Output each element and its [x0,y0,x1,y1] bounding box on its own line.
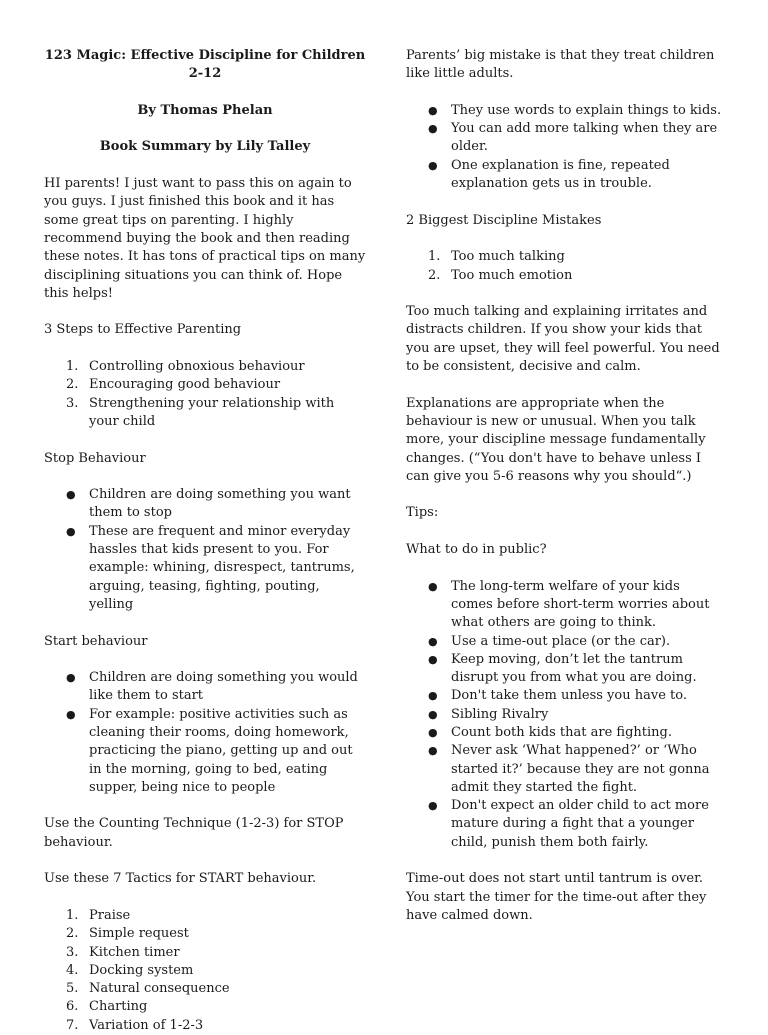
bullet-icon: ● [428,799,438,813]
list-item: 2. Simple request [66,926,189,942]
left-column [44,47,366,1035]
list-item: ● They use words to explain things to kids. [406,102,722,120]
list-item: 4. Docking system [66,962,194,978]
tips-heading: Tips: [406,505,439,521]
list-item: 1. Too much talking [428,249,565,265]
bullet-icon: ● [428,725,438,739]
list-item: 2. Encouraging good behaviour [66,377,281,393]
timeout-paragraph: Time-out does not start until tantrum is over. You start the timer for the time-out after they have calmed down. [406,871,707,923]
list-item: 1. Praise [66,907,131,923]
biggest-mistakes-list [406,248,722,285]
bullet-icon: ● [428,652,438,666]
bullet-icon: ● [428,122,438,136]
list-item: ● The long-term welfare of your kids comes before short-term worries about what others are going to think. [428,578,710,631]
document-author: By Thomas Phelan [137,102,273,118]
steps-list [44,358,366,431]
list-item: 5. Natural consequence [66,981,230,997]
counting-line: Use the Counting Technique (1-2-3) for STOP behaviour. [44,816,344,850]
list-item: ● Never ask ‘What happened?’ or ‘Who started it?’ because they are not gonna admit they started the fight. [428,743,710,795]
bullet-icon: ● [428,634,438,648]
start-list [44,669,366,797]
steps-heading: 3 Steps to Effective Parenting [44,322,242,338]
stop-heading: Stop Behaviour [44,450,146,466]
document-title: 123 Magic: Effective Discipline for Children 2-12 [44,48,366,82]
list-item: ● One explanation is fine, repeated explanation gets us in trouble. [428,157,670,192]
bullet-icon: ● [428,103,438,117]
list-item: ● Use a time-out place (or the car). [406,633,722,651]
list-item: ● You can add more talking when they are older. [428,121,718,155]
talking-paragraph: Too much talking and explaining irritates and distracts children. If you show your kids that you are upset, they will feel powerful. You need to be consistent, decisive and calm. [406,304,720,375]
mistake-list [406,102,722,193]
right-column [406,47,722,925]
bullet-icon: ● [428,707,438,721]
explanations-paragraph: Explanations are appropriate when the behaviour is new or unusual. When you talk more, your discipline message fundamentally changes. (“You don't have to behave unless I can give you 5-6 reasons why you should“.) [406,395,706,484]
bullet-icon: ● [66,488,76,502]
biggest-mistakes-heading: 2 Biggest Discipline Mistakes [406,212,602,228]
list-item: 3. Strengthening your relationship with your child [66,395,335,429]
summary-byline: Book Summary by Lily Talley [99,139,311,155]
intro-paragraph: HI parents! I just want to pass this on again to you guys. I just finished this book and it has some great tips on parenting. I highly recommend buying the book and then reading these notes. It has tons of practical tips on many disciplining situations you can think of. Hope this helps! [44,176,366,301]
bullet-icon: ● [428,689,438,703]
tactics-list [44,907,366,1035]
list-item: 1. Controlling obnoxious behaviour [66,359,305,375]
list-item: ● Count both kids that are fighting. [406,724,722,742]
list-item: 6. Charting [66,999,148,1015]
list-item: ● Children are doing something you want them to stop [66,487,351,521]
list-item: ● Don't take them unless you have to. [406,687,722,705]
public-tips-list [406,578,722,852]
tactics-heading: Use these 7 Tactics for START behaviour. [44,871,317,887]
bullet-icon: ● [66,671,76,685]
list-item: ● Sibling Rivalry [406,706,722,724]
list-item: ● Children are doing something you would like them to start [66,670,358,704]
public-heading: What to do in public? [406,542,547,558]
bullet-icon: ● [428,579,438,593]
list-item: ● For example: positive activities such as cleaning their rooms, doing homework, practicing the piano, getting up and out in the morning, going to bed, eating supper, being nice to people [66,706,353,795]
stop-list [44,486,366,614]
list-item: ● Keep moving, don’t let the tantrum disrupt you from what you are doing. [428,651,697,686]
list-item: ● These are frequent and minor everyday hassles that kids present to you. For example: whining, disrespect, tantrums, arguing, teasing, fighting, pouting, yelling [66,523,355,612]
list-item: 3. Kitchen timer [66,944,180,960]
list-item: 7. Variation of 1-2-3 [66,1017,204,1033]
start-heading: Start behaviour [44,633,148,649]
bullet-icon: ● [66,707,76,721]
mistake-intro: Parents’ big mistake is that they treat children like little adults. [406,48,715,82]
bullet-icon: ● [66,524,76,538]
list-item: ● Don't expect an older child to act more mature during a fight that a younger child, punish them both fairly. [428,798,709,850]
bullet-icon: ● [428,744,438,758]
bullet-icon: ● [428,158,438,172]
list-item: 2. Too much emotion [428,267,573,283]
